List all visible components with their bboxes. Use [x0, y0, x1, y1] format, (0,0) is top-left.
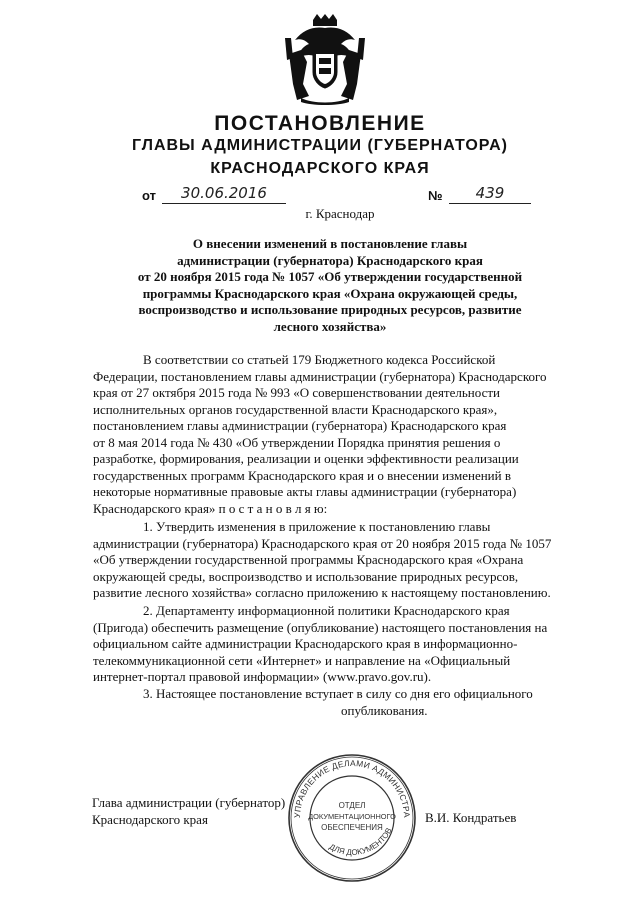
preamble-paragraph — [93, 352, 612, 517]
item-2-line: (Пригода) обеспечить размещение (опубликование) настоящего постановления на — [93, 619, 548, 635]
preamble-line: В соответствии со статьей 179 Бюджетного кодекса Российской — [143, 352, 496, 367]
item-1-line: администрации (губернатора) Краснодарского края от 20 ноября 2015 года № 1057 — [93, 535, 552, 551]
coat-of-arms-emblem — [283, 14, 367, 106]
preamble-line: от 8 мая 2014 года № 430 «Об утверждении Порядка принятия решения о — [93, 434, 501, 450]
stamp-center-line: ОТДЕЛ — [338, 801, 366, 810]
stamp-center-line: ДОКУМЕНТАЦИОННОГО — [308, 812, 396, 821]
item-1-line: развитие лесного хозяйства» согласно приложению к настоящему постановлению. — [93, 585, 551, 600]
subject-line: О внесении изменений в постановление главы — [192, 236, 468, 251]
item-3-line: опубликования. — [341, 702, 428, 718]
item-2-line: официальном сайте администрации Краснодарского края в информационно- — [93, 636, 518, 651]
signatory-position — [92, 794, 285, 828]
number-value: 439 — [449, 186, 531, 204]
item-1-paragraph — [93, 519, 612, 602]
stamp-center-line: ОБЕСПЕЧЕНИЯ — [321, 823, 383, 832]
preamble-line: Краснодарского края» п о с т а н о в л я ю: — [93, 500, 328, 516]
signatory-name: В.И. Кондратьев — [425, 810, 517, 825]
city: г. Краснодар — [305, 206, 375, 221]
stamp-ring-text: УПРАВЛЕНИЕ ДЕЛАМИ АДМИНИСТРА — [291, 757, 413, 819]
item-1-line: 1. Утвердить изменения в приложение к постановлению главы — [143, 519, 491, 534]
subject-line: программы Краснодарского края «Охрана окружающей среды, — [142, 285, 518, 301]
official-stamp — [286, 752, 418, 884]
preamble-line: края от 27 октября 2015 года № 993 «О совершенствовании деятельности — [93, 385, 500, 400]
preamble-line: разработке, формирования, реализации и оценки эффективности реализации — [93, 451, 519, 466]
subject-line: лесного хозяйства» — [273, 318, 387, 334]
item-2-line: телекоммуникационной сети «Интернет» и направление на «Официальный — [93, 652, 511, 668]
subject-line: администрации (губернатора) Краснодарского края — [177, 252, 483, 268]
number-label: № — [428, 188, 443, 203]
preamble-line: некоторые нормативные правовые акты главы администрации (губернатора) — [93, 484, 517, 499]
date-value: 30.06.2016 — [162, 186, 286, 204]
date-label: от — [142, 188, 156, 203]
subject-line: от 20 ноября 2015 года № 1057 «Об утверждении государственной — [137, 269, 523, 284]
signatory-position-line: Краснодарского края — [92, 812, 208, 827]
document-subject — [120, 236, 540, 335]
preamble-line: государственных программ Краснодарского края и о внесении изменений в — [93, 467, 511, 483]
stamp-bottom-text: ДЛЯ ДОКУМЕНТОВ — [327, 826, 394, 857]
document-region-line: КРАСНОДАРСКОГО КРАЯ — [210, 160, 430, 177]
preamble-line: Федерации, постановлением главы администрации (губернатора) Краснодарского — [93, 368, 547, 384]
subject-line: воспроизводство и использование природных ресурсов, развитие — [138, 302, 522, 317]
document-title: ПОСТАНОВЛЕНИЕ — [214, 112, 426, 135]
item-1-line: окружающей среды, воспроизводство и использование природных ресурсов, — [93, 568, 519, 584]
preamble-line: постановлением главы администрации (губернатора) Краснодарского края — [93, 418, 507, 433]
item-1-line: «Об утверждении государственной программы Краснодарского края «Охрана — [93, 552, 524, 567]
item-2-line: интернет-портал правовой информации» (www.pravo.gov.ru). — [93, 669, 432, 684]
item-2-paragraph — [93, 603, 612, 686]
signatory-position-line: Глава администрации (губернатор) — [92, 795, 286, 810]
preamble-line: исполнительных органов государственной власти Краснодарского края», — [93, 401, 498, 417]
document-issuer-line: ГЛАВЫ АДМИНИСТРАЦИИ (ГУБЕРНАТОРА) — [132, 137, 508, 154]
item-2-line: 2. Департаменту информационной политики Краснодарского края — [143, 603, 510, 618]
item-3-paragraph — [93, 686, 612, 719]
item-3-line: 3. Настоящее постановление вступает в силу со дня его официального — [143, 686, 533, 701]
